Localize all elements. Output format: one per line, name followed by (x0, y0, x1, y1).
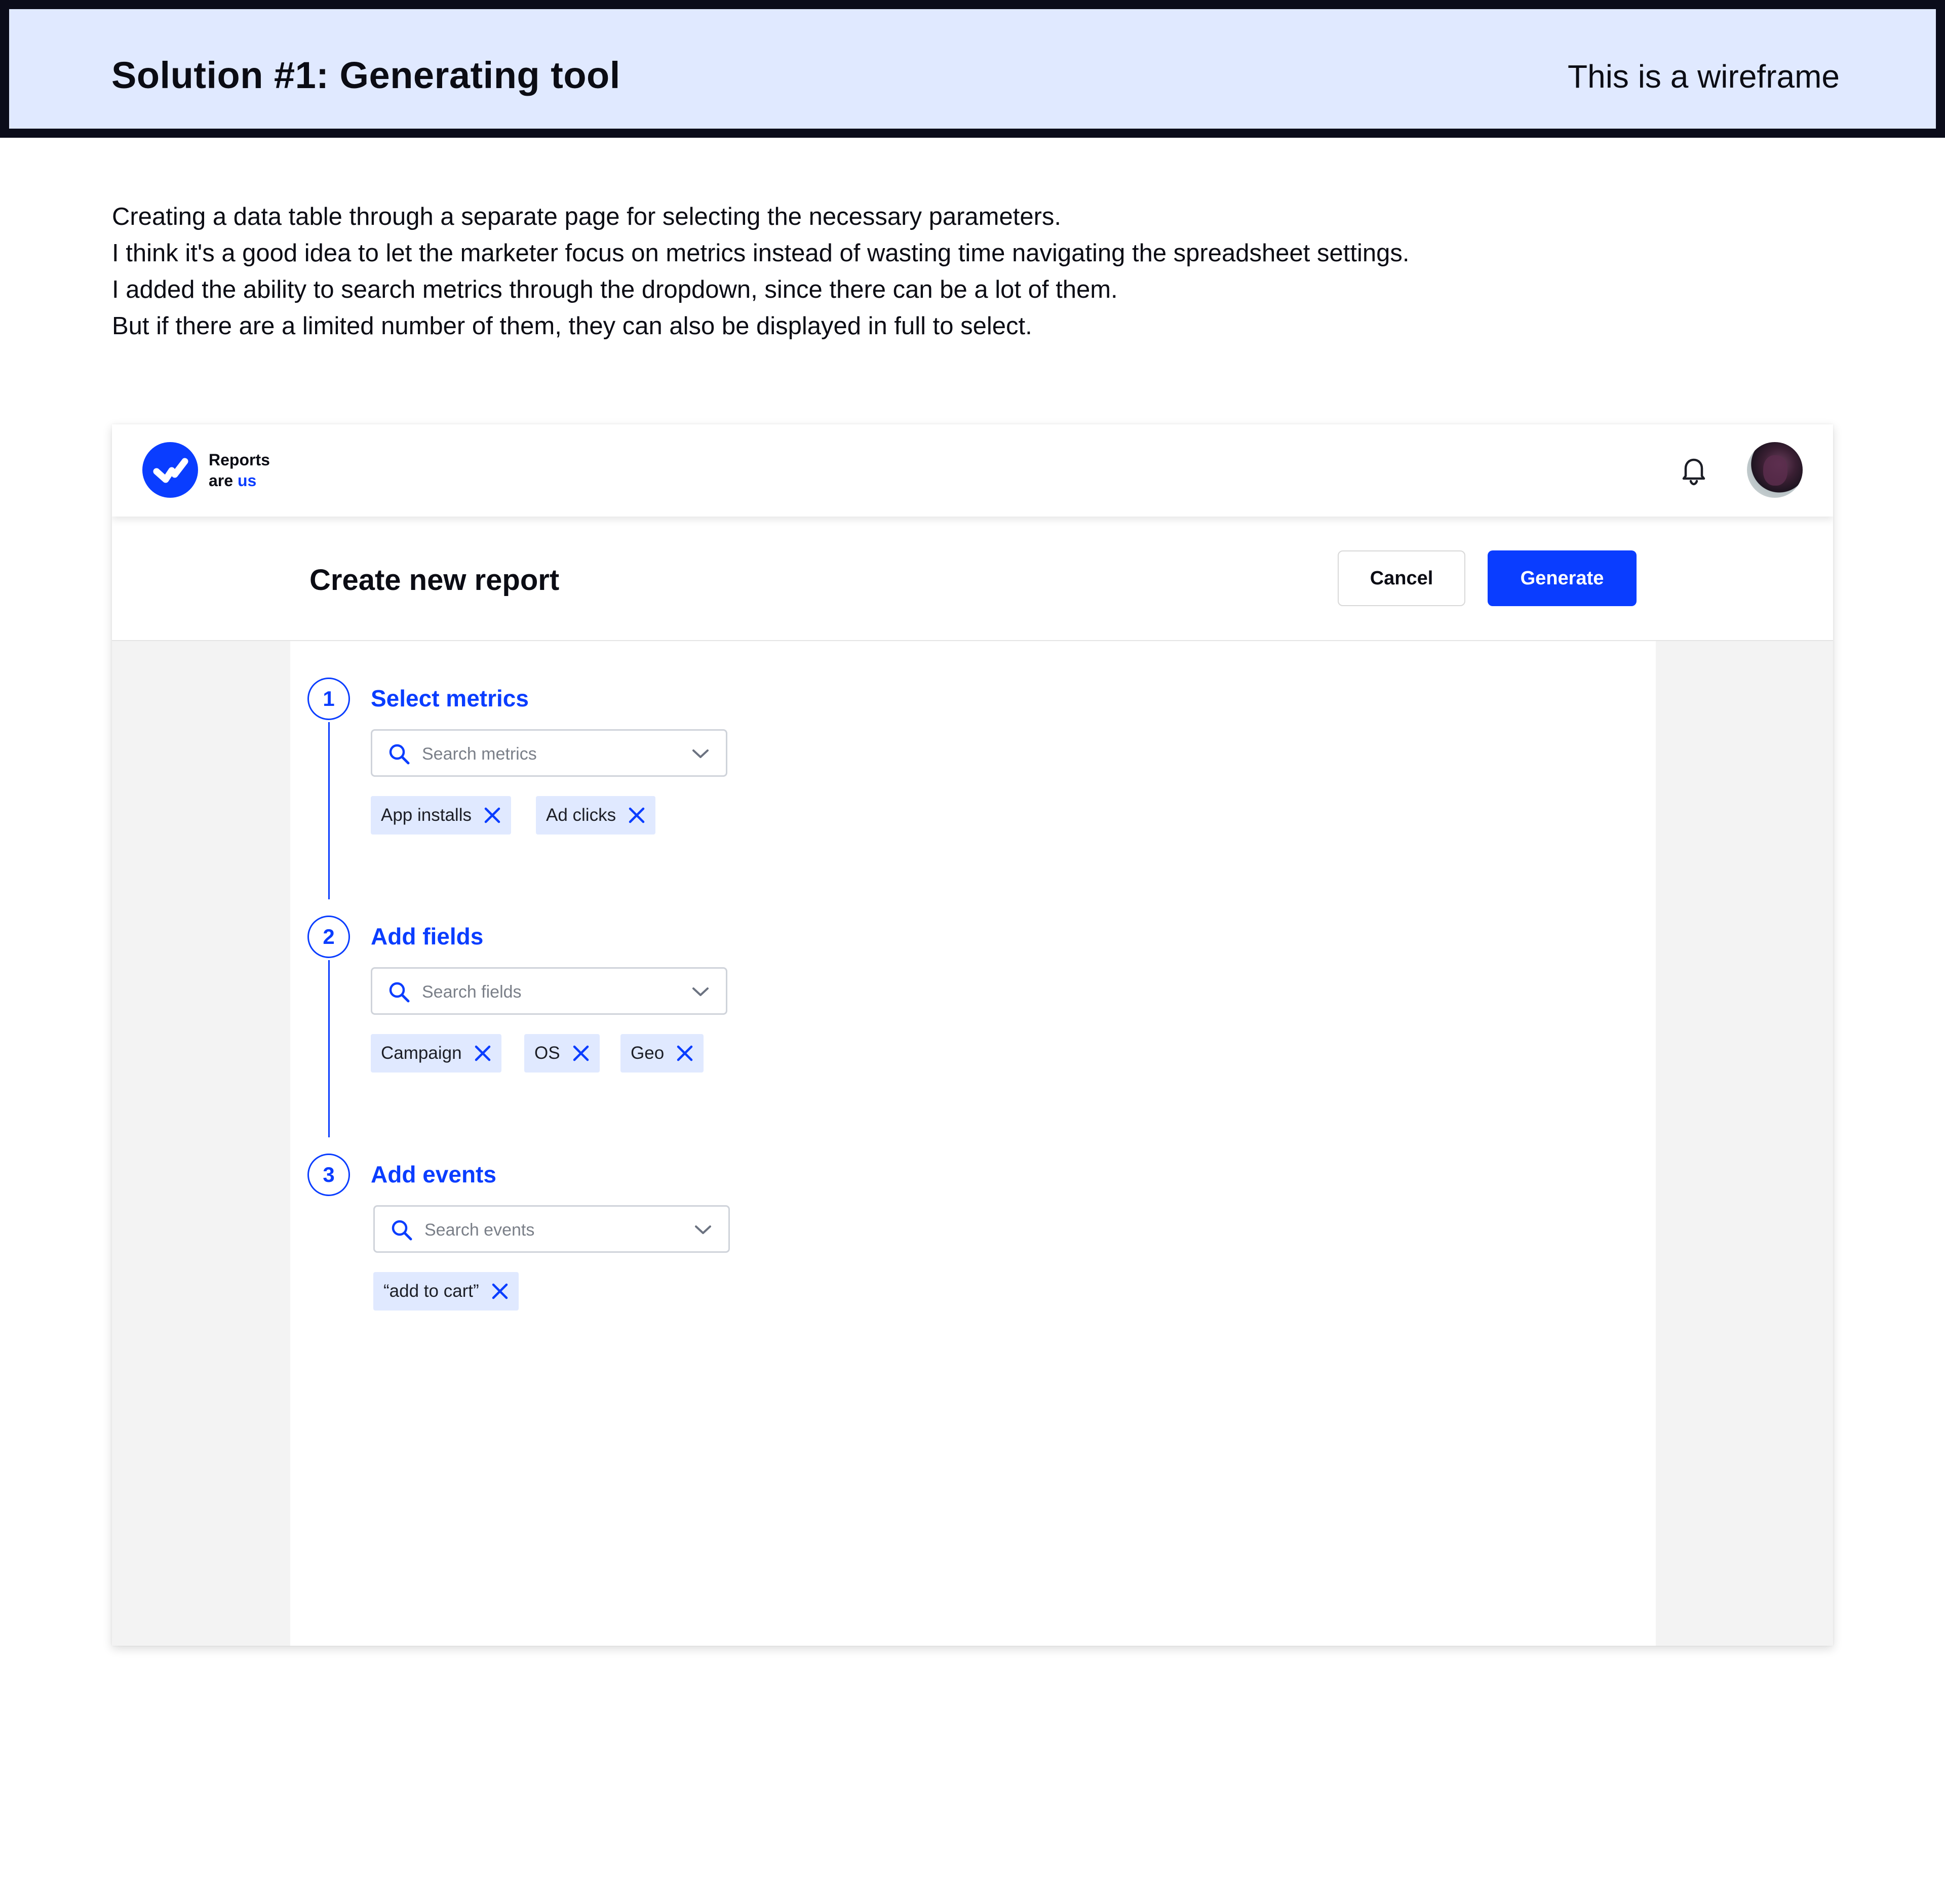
check-logo-icon[interactable] (142, 442, 198, 498)
search-icon (390, 1218, 413, 1244)
chip-label: Ad clicks (546, 805, 616, 825)
close-icon[interactable] (675, 1044, 694, 1063)
chip-app-installs (371, 796, 511, 835)
report-form (290, 641, 1656, 1646)
search-icon (387, 742, 411, 768)
wireframe-note: This is a wireframe (1568, 58, 1840, 95)
step-number-1: 1 (307, 678, 350, 720)
logo-line2 (209, 470, 270, 491)
chip-label: “add to cart” (383, 1281, 479, 1301)
logo-line1: Reports (209, 451, 270, 469)
logo-line2-prefix: are (209, 471, 234, 490)
close-icon[interactable] (473, 1044, 492, 1063)
description-line: I think it's a good idea to let the marketer focus on metrics instead of wasting time navigating the spreadsheet settings. (112, 240, 1410, 267)
step-connector (328, 960, 330, 1137)
step-number-3: 3 (307, 1154, 350, 1196)
chevron-down-icon (694, 1222, 712, 1240)
search-icon (387, 980, 411, 1006)
page-header (112, 517, 1833, 641)
chip-geo (620, 1034, 704, 1073)
description-line: But if there are a limited number of them, they can also be displayed in full to select. (112, 312, 1032, 340)
chip-label: App installs (381, 805, 472, 825)
bell-icon[interactable] (1677, 454, 1710, 487)
logo-text (209, 450, 270, 491)
chip-ad-clicks (536, 796, 655, 835)
step-title-select-metrics: Select metrics (371, 685, 529, 711)
close-icon[interactable] (490, 1282, 510, 1301)
app-window (112, 424, 1833, 1646)
close-icon[interactable] (483, 806, 502, 825)
search-events-dropdown[interactable] (373, 1205, 730, 1253)
step-connector (328, 722, 330, 899)
chip-campaign (371, 1034, 501, 1073)
chip-label: Campaign (381, 1043, 462, 1063)
search-events-placeholder: Search events (424, 1220, 535, 1240)
step-title-add-events: Add events (371, 1161, 496, 1187)
header-banner (0, 0, 1945, 138)
search-metrics-dropdown[interactable] (371, 729, 727, 777)
chevron-down-icon (691, 746, 710, 764)
top-navbar (112, 424, 1833, 517)
close-icon[interactable] (627, 806, 646, 825)
close-icon[interactable] (571, 1044, 591, 1063)
chip-label: OS (534, 1043, 560, 1063)
search-metrics-placeholder: Search metrics (422, 744, 537, 764)
chip-os (524, 1034, 600, 1073)
search-fields-dropdown[interactable] (371, 967, 727, 1015)
cancel-button[interactable]: Cancel (1338, 550, 1465, 606)
page-title: Create new report (309, 564, 560, 597)
chip-label: Geo (631, 1043, 665, 1063)
banner-title: Solution #1: Generating tool (111, 54, 620, 96)
chip-add-to-cart (373, 1272, 519, 1311)
chevron-down-icon (691, 984, 710, 1002)
search-fields-placeholder: Search fields (422, 982, 522, 1002)
description-line: Creating a data table through a separate page for selecting the necessary parameters. (112, 203, 1062, 230)
logo-line2-accent: us (237, 471, 257, 490)
step-title-add-fields: Add fields (371, 923, 484, 949)
description-line: I added the ability to search metrics through the dropdown, since there can be a lot of them. (112, 276, 1118, 303)
avatar[interactable] (1747, 442, 1803, 498)
generate-button[interactable]: Generate (1488, 550, 1637, 606)
description (112, 199, 1783, 344)
step-number-2: 2 (307, 916, 350, 958)
